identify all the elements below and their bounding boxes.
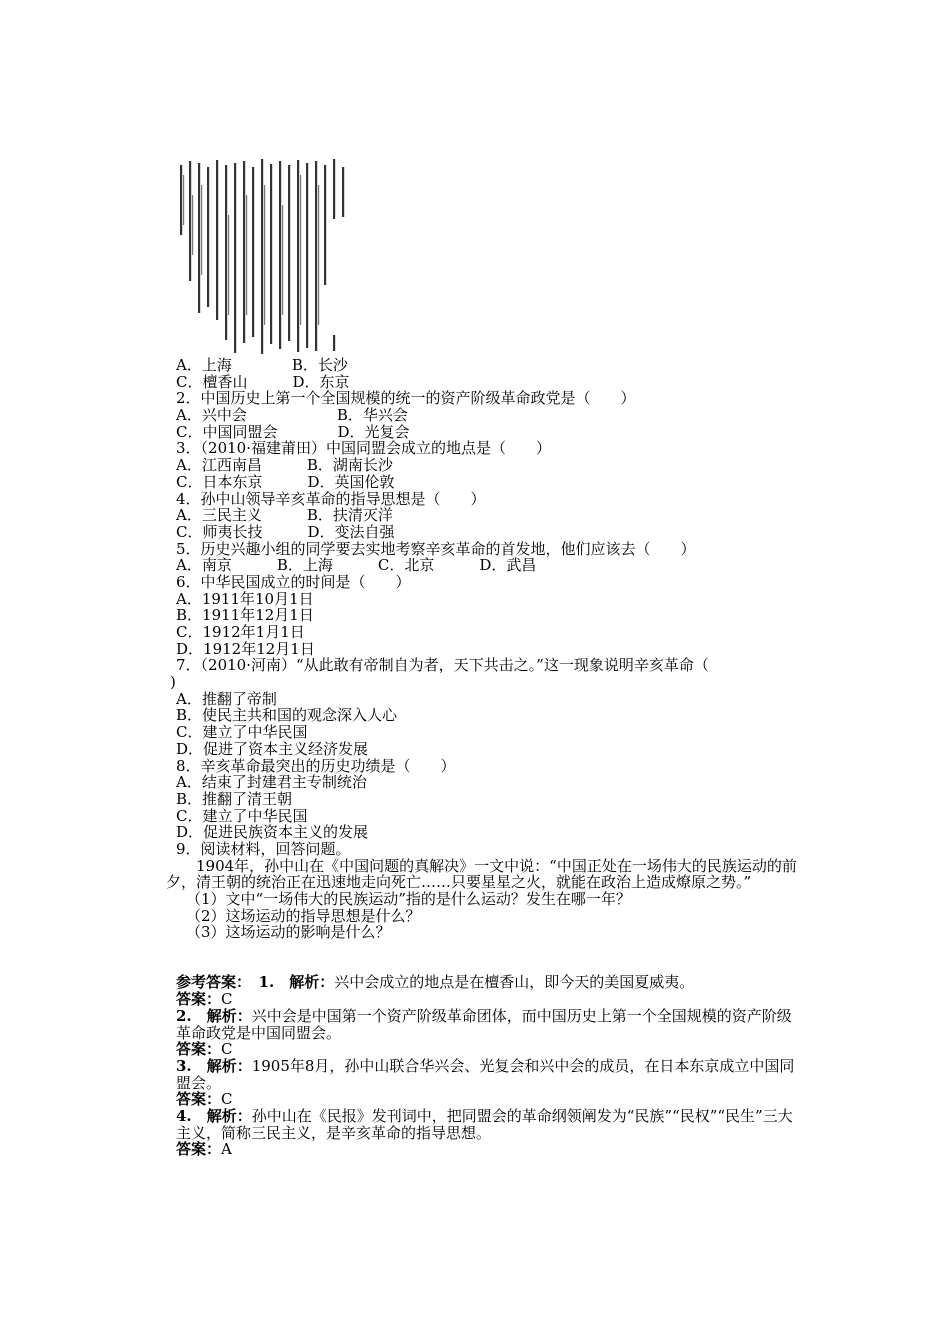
q2-options-row-2 [176, 424, 806, 441]
answer-1-result [176, 991, 806, 1008]
answer-3-analysis-text: 1905年8月，孙中山联合华兴会、光复会和兴中会的成员，在日本东京成立中国同盟会。 [176, 1056, 795, 1092]
answer-1-result-value: C [221, 990, 233, 1009]
answer-3-result-value: C [221, 1090, 233, 1109]
answers-heading: 参考答案： [176, 973, 244, 992]
q4-option-a: A．三民主义 [176, 506, 262, 525]
answer-1-number: 1. [258, 973, 275, 992]
q9-stem: 9．阅读材料，回答问题。 [176, 839, 351, 858]
q3-options-row-2 [176, 474, 806, 491]
q1-option-d: D．东京 [292, 372, 350, 391]
q7-stem: 7．（2010·河南）“从此敢有帝制自为者，天下共击之。”这一现象说明辛亥革命（ [176, 656, 709, 675]
q4-options-row-1 [176, 507, 806, 524]
q5-option-b: B．上海 [276, 556, 333, 575]
q4-option-b: B．扶清灭洋 [306, 506, 393, 525]
q3-stem: 3．（2010·福建莆田）中国同盟会成立的地点是（ ） [176, 439, 551, 458]
q8-option-d: D．促进民族资本主义的发展 [176, 823, 369, 842]
q4-options-row-2 [176, 524, 806, 541]
q5-options-row [176, 557, 806, 574]
q7-option-b: B．使民主共和国的观念深入人心 [176, 706, 398, 725]
answer-4-result-value: A [221, 1140, 232, 1159]
answer-3-result-label: 答案： [176, 1090, 222, 1109]
q9-sub-question-2: （2）这场运动的指导思想是什么？ [186, 906, 421, 925]
q3-option-d: D．英国伦敦 [307, 472, 395, 491]
q3-option-c: C．日本东京 [176, 472, 263, 491]
q6-option-b: B．1911年12月1日 [176, 606, 314, 625]
answer-4-result [176, 1141, 806, 1158]
answer-4-result-label: 答案： [176, 1140, 222, 1159]
q9-material: 1904年，孙中山在《中国问题的真解决》一文中说：“中国正处在一场伟大的民族运动的前夕，清王朝的统治正在迅速地走向死亡……只要星星之火，就能在政治上造成燎原之势。” [166, 856, 797, 892]
q5-option-d: D．武昌 [479, 556, 537, 575]
q3-options-row-1 [176, 457, 806, 474]
q5-stem: 5．历史兴趣小组的同学要去实地考察辛亥革命的首发地，他们应该去（ ） [176, 539, 696, 558]
spacer [176, 958, 806, 975]
q4-option-d: D．变法自强 [307, 522, 395, 541]
q9-sub-question-1: （1）文中“一场伟大的民族运动”指的是什么运动？发生在哪一年？ [186, 890, 631, 909]
answer-3-analysis-label: 解析： [206, 1056, 252, 1075]
answer-1 [176, 974, 806, 991]
q9-sub-question-3: （3）这场运动的影响是什么？ [186, 923, 391, 942]
answer-4-analysis-label: 解析： [206, 1107, 252, 1126]
answer-3-result [176, 1091, 806, 1108]
answer-1-result-label: 答案： [176, 990, 222, 1009]
q6-stem: 6．中华民国成立的时间是（ ） [176, 572, 411, 591]
q7-option-c: C．建立了中华民国 [176, 723, 308, 742]
q4-option-c: C．师夷长技 [176, 522, 263, 541]
q2-options-row-1 [176, 407, 806, 424]
q1-option-b: B．长沙 [291, 356, 348, 374]
q6-option-c: C．1912年1月1日 [176, 623, 305, 641]
answer-2-result-value: C [221, 1040, 233, 1059]
q6-option-d: D．1912年12月1日 [176, 639, 315, 658]
question-content [166, 356, 806, 1159]
answer-2-result-label: 答案： [176, 1040, 222, 1059]
q1-option-c: C．檀香山 [176, 372, 248, 391]
answer-2-analysis-label: 解析： [206, 1006, 252, 1025]
q8-stem: 8．辛亥革命最突出的历史功绩是（ ） [176, 756, 456, 775]
q2-option-d: D．光复会 [337, 422, 410, 441]
answer-1-analysis-text: 兴中会成立的地点是在檀香山，即今天的美国夏威夷。 [334, 973, 695, 992]
q5-option-a: A．南京 [176, 556, 232, 575]
answer-2-analysis-text: 兴中会是中国第一个资产阶级革命团体，而中国历史上第一个全国规模的资产阶级革命政党是中国同盟会。 [176, 1006, 792, 1042]
q3-option-a: A．江西南昌 [176, 456, 262, 475]
q8-option-b: B．推翻了清王朝 [176, 789, 293, 808]
q2-option-a: A．兴中会 [176, 406, 247, 425]
answer-2-result [176, 1041, 806, 1058]
historical-document-image [176, 155, 356, 360]
answer-4-analysis-text: 孙中山在《民报》发刊词中，把同盟会的革命纲领阐发为“民族”“民权”“民生”三大主义，简称三民主义，是辛亥革命的指导思想。 [176, 1107, 793, 1142]
answer-4-number: 4. [176, 1107, 192, 1126]
q8-option-c: C．建立了中华民国 [176, 806, 308, 825]
q2-option-b: B．华兴会 [336, 406, 408, 425]
q1-options-row-1 [176, 357, 806, 374]
answer-1-analysis-label: 解析： [289, 973, 335, 992]
answer-3 [176, 1058, 806, 1091]
q1-options-row-2 [176, 374, 806, 391]
q2-stem: 2．中国历史上第一个全国规模的统一的资产阶级革命政党是（ ） [176, 389, 636, 408]
q7-option-a: A．推翻了帝制 [176, 689, 277, 708]
q1-option-a: A．上海 [176, 356, 232, 374]
answer-2 [176, 1008, 806, 1041]
q8-option-a: A．结束了封建君主专制统治 [176, 773, 367, 792]
answer-3-number: 3. [176, 1056, 192, 1075]
q7-option-d: D．促进了资本主义经济发展 [176, 739, 369, 758]
answer-4 [176, 1108, 806, 1141]
spacer [176, 941, 806, 958]
q2-option-c: C．中国同盟会 [176, 422, 278, 441]
answer-2-number: 2. [176, 1006, 192, 1025]
q5-option-c: C．北京 [377, 556, 435, 575]
q7-stem-end: ) [170, 673, 176, 692]
q3-option-b: B．湖南长沙 [306, 456, 393, 475]
q4-stem: 4．孙中山领导辛亥革命的指导思想是（ ） [176, 489, 486, 508]
q6-option-a: A．1911年10月1日 [176, 589, 314, 608]
